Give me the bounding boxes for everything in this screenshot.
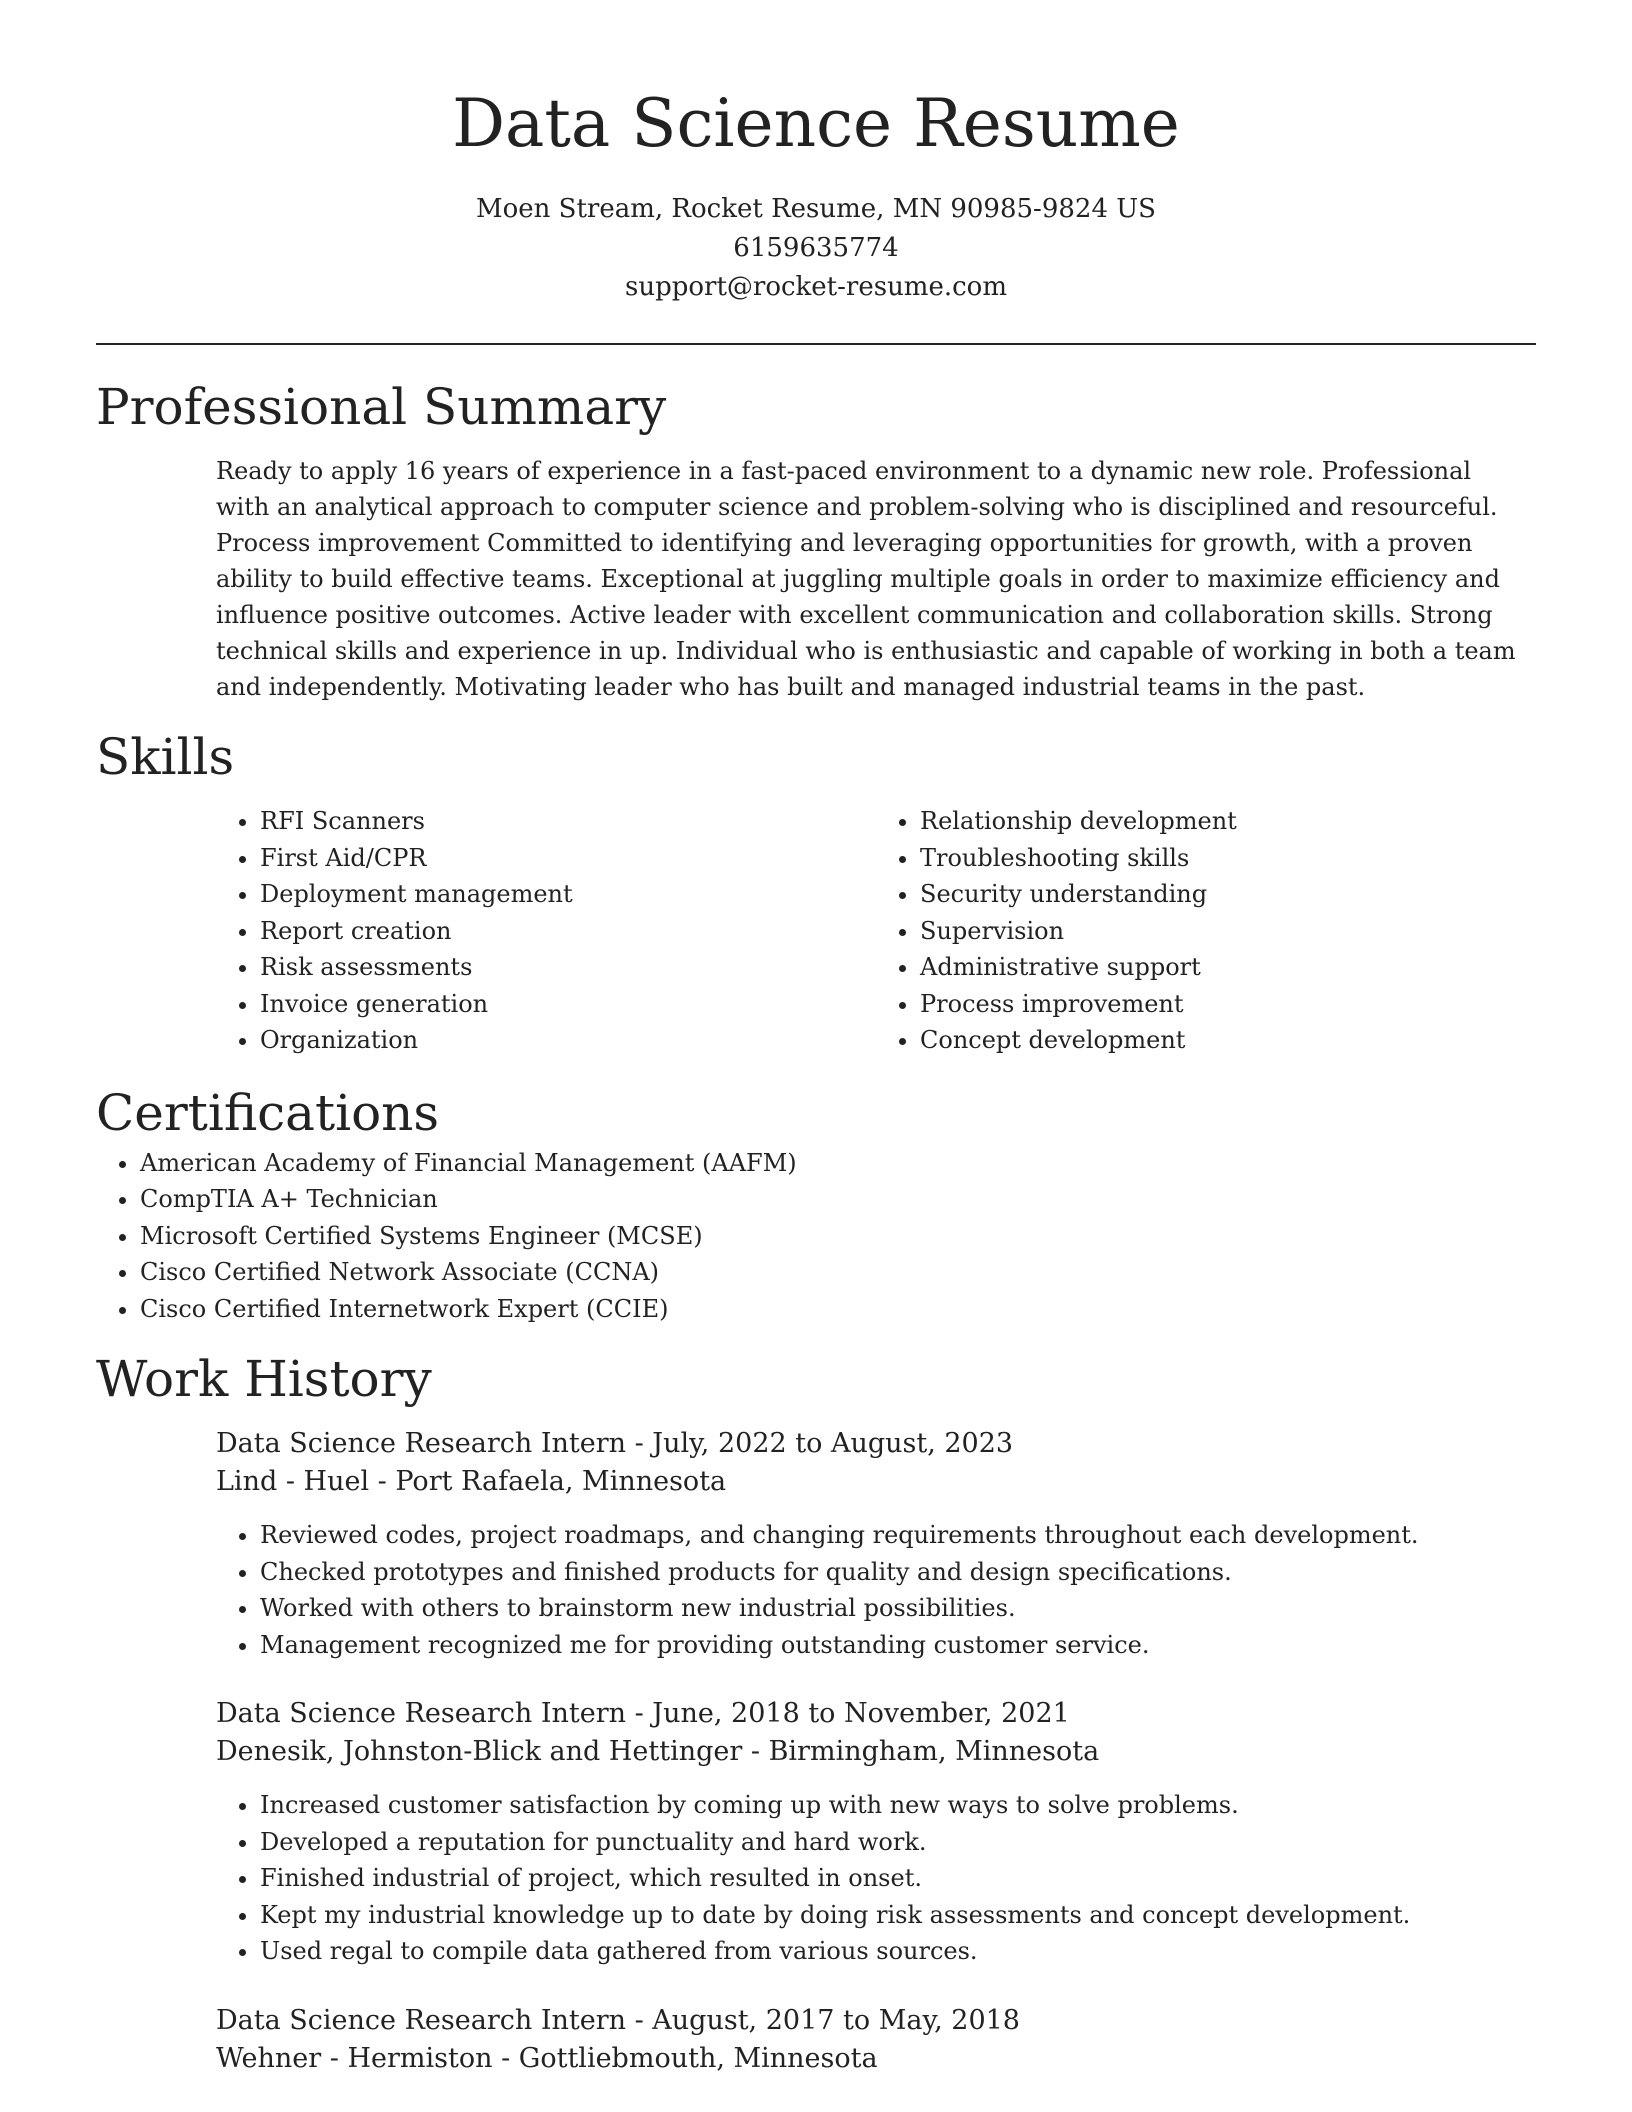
job-entry bbox=[216, 2002, 1536, 2078]
job-entry bbox=[216, 1695, 1536, 1970]
header-divider bbox=[96, 343, 1536, 345]
certification-item: • Cisco Certified Internetwork Expert (CCIE) bbox=[140, 1291, 1536, 1328]
job-duty: • Increased customer satisfaction by coming up with new ways to solve problems. bbox=[260, 1787, 1536, 1824]
skills-list-left bbox=[216, 803, 876, 1059]
candidate-name: Data Science Resume bbox=[452, 85, 1180, 162]
email-address: support@rocket-resume.com bbox=[624, 272, 1007, 302]
section-title-certifications: Certifications bbox=[96, 1083, 440, 1142]
skill-item: • Security understanding bbox=[920, 876, 1536, 913]
certifications-section bbox=[96, 1081, 1536, 1328]
job-duties-list bbox=[216, 1517, 1536, 1663]
skill-item: • Troubleshooting skills bbox=[920, 840, 1536, 877]
section-title-summary: Professional Summary bbox=[96, 378, 667, 436]
skill-item: • First Aid/CPR bbox=[260, 840, 876, 877]
job-title: Data Science Research Intern - August, 2017 to May, 2018 bbox=[216, 2004, 1020, 2036]
summary-text: Ready to apply 16 years of experience in a fast-paced environment to a dynamic new role. Professional with an analytical approach to computer science and problem-solving who is disciplined and resourceful. Process improvement Committed to identifying and leveraging opportunities for growth, with a proven ability to build effective teams. Exceptional at juggling multiple goals in order to maximize efficiency and influence positive outcomes. Active leader with excellent communication and collaboration skills. Strong technical skills and experience in up. Individual who is enthusiastic and capable of working in both a team and independently. Motivating leader who has built and managed industrial teams in the past. bbox=[216, 457, 1516, 701]
phone-number: 6159635774 bbox=[733, 233, 899, 263]
job-company: Wehner - Hermiston - Gottliebmouth, Minnesota bbox=[216, 2042, 878, 2074]
job-company: Denesik, Johnston-Blick and Hettinger - Birmingham, Minnesota bbox=[216, 1736, 1100, 1767]
job-entry bbox=[216, 1425, 1536, 1663]
skill-item: • Risk assessments bbox=[260, 949, 876, 986]
job-duties-list bbox=[216, 1787, 1536, 1970]
job-company: Lind - Huel - Port Rafaela, Minnesota bbox=[216, 1466, 727, 1497]
job-duty: • Developed a reputation for punctuality and hard work. bbox=[260, 1824, 1536, 1861]
skills-columns bbox=[216, 803, 1536, 1059]
skill-item: • Concept development bbox=[920, 1022, 1536, 1059]
job-duty: • Kept my industrial knowledge up to date by doing risk assessments and concept development. bbox=[260, 1897, 1536, 1934]
certification-item: • Cisco Certified Network Associate (CCNA) bbox=[140, 1254, 1536, 1291]
work-history-section bbox=[96, 1347, 1536, 2078]
job-duty: • Finished industrial of project, which resulted in onset. bbox=[260, 1860, 1536, 1897]
skill-item: • Report creation bbox=[260, 913, 876, 950]
job-title: Data Science Research Intern - July, 2022 to August, 2023 bbox=[216, 1428, 1014, 1459]
job-duty: • Reviewed codes, project roadmaps, and changing requirements throughout each development. bbox=[260, 1517, 1536, 1554]
job-duty: • Management recognized me for providing outstanding customer service. bbox=[260, 1627, 1536, 1664]
job-title: Data Science Research Intern - June, 2018 to November, 2021 bbox=[216, 1698, 1070, 1729]
skill-item: • Deployment management bbox=[260, 876, 876, 913]
skill-item: • RFI Scanners bbox=[260, 803, 876, 840]
skill-item: • Administrative support bbox=[920, 949, 1536, 986]
skill-item: • Relationship development bbox=[920, 803, 1536, 840]
job-duty: • Used regal to compile data gathered from various sources. bbox=[260, 1933, 1536, 1970]
skills-list-right bbox=[876, 803, 1536, 1059]
skill-item: • Process improvement bbox=[920, 986, 1536, 1023]
certification-item: • Microsoft Certified Systems Engineer (MCSE) bbox=[140, 1218, 1536, 1255]
skills-section bbox=[96, 725, 1536, 1059]
section-title-work-history: Work History bbox=[96, 1350, 432, 1408]
job-duty: • Checked prototypes and finished products for quality and design specifications. bbox=[260, 1554, 1536, 1591]
section-title-skills: Skills bbox=[96, 728, 235, 786]
job-duty: • Worked with others to brainstorm new industrial possibilities. bbox=[260, 1590, 1536, 1627]
skill-item: • Invoice generation bbox=[260, 986, 876, 1023]
certifications-list bbox=[96, 1145, 1536, 1328]
resume-header bbox=[96, 0, 1536, 307]
professional-summary-section bbox=[96, 375, 1536, 705]
certification-item: • American Academy of Financial Management (AAFM) bbox=[140, 1145, 1536, 1182]
certification-item: • CompTIA A+ Technician bbox=[140, 1181, 1536, 1218]
skill-item: • Organization bbox=[260, 1022, 876, 1059]
skill-item: • Supervision bbox=[920, 913, 1536, 950]
address: Moen Stream, Rocket Resume, MN 90985-9824 US bbox=[476, 194, 1156, 224]
